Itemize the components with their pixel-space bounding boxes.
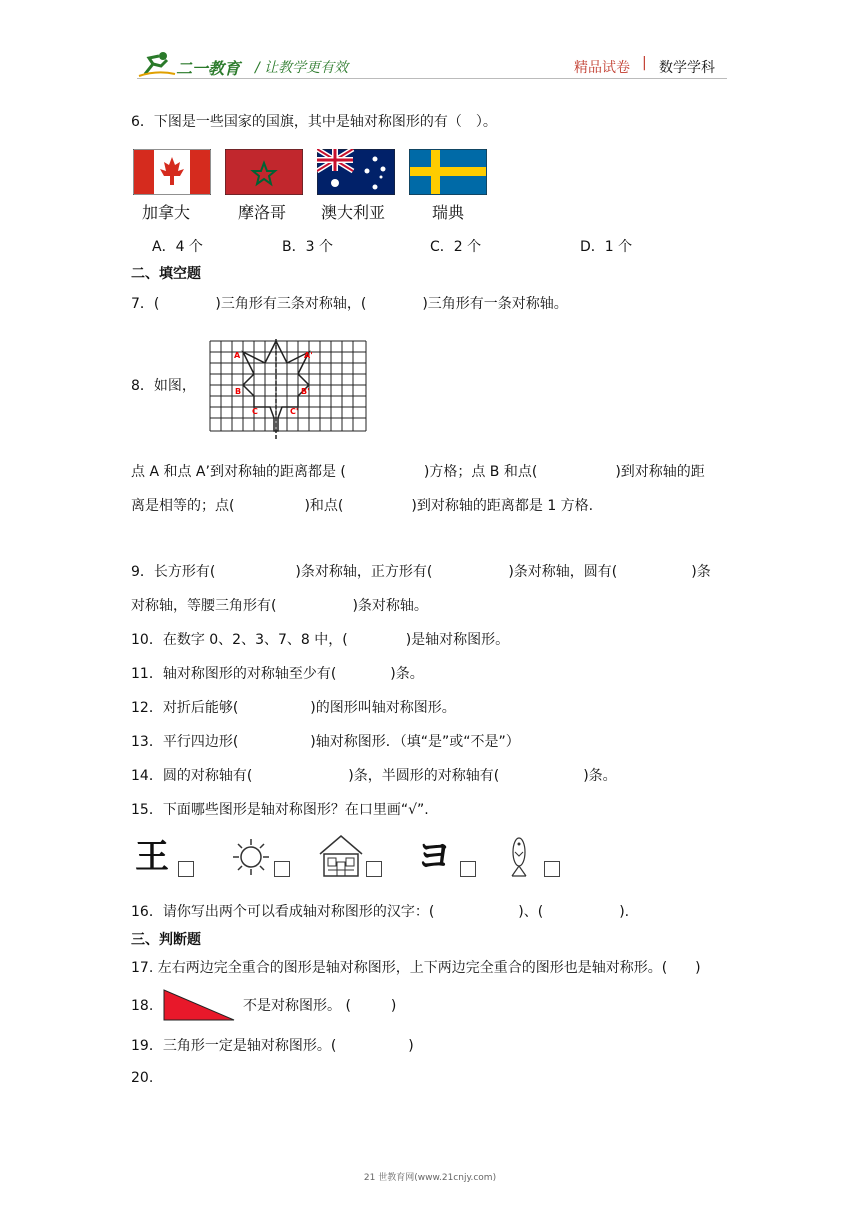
answer-box-4[interactable]	[460, 861, 476, 877]
answer-box-3[interactable]	[366, 861, 382, 877]
question-16: 16．请你写出两个可以看成轴对称图形的汉字：( )、( ).	[131, 904, 630, 920]
option-a: A．4 个	[152, 239, 203, 255]
runner-logo-icon	[137, 50, 177, 78]
section-fill-in-blank: 二、填空题	[131, 266, 201, 282]
morocco-flag-icon	[225, 149, 303, 195]
question-6: 6．下图是一些国家的国旗，其中是轴对称图形的有（ ）。	[131, 114, 497, 130]
question-20: 20.	[131, 1070, 154, 1086]
question-15: 15．下面哪些图形是轴对称图形？在口里画“√”.	[131, 802, 429, 818]
question-9-line-2: 对称轴，等腰三角形有( )条对称轴。	[131, 598, 428, 614]
question-9-line-1: 9．长方形有( )条对称轴，正方形有( )条对称轴，圆有( )条	[131, 564, 711, 580]
question-7: 7．( )三角形有三条对称轴，( )三角形有一条对称轴。	[131, 296, 568, 312]
answer-box-1[interactable]	[178, 861, 194, 877]
three-character-figure: ヨ	[416, 836, 453, 877]
grid-label-b-prime: B'	[301, 387, 310, 396]
question-10: 10．在数字 0、2、3、7、8 中，( )是轴对称图形。	[131, 632, 510, 648]
flag-label-australia: 澳大利亚	[321, 203, 386, 222]
grid-label-a: A	[234, 351, 241, 360]
question-17: 17. 左右两边完全重合的图形是轴对称图形，上下两边完全重合的图形也是轴对称形。( )	[131, 960, 701, 976]
question-12: 12．对折后能够( )的图形叫轴对称图形。	[131, 700, 456, 716]
flag-label-sweden: 瑞典	[432, 203, 465, 222]
question-8-label: 8．如图，	[131, 378, 196, 394]
canada-flag-icon	[133, 149, 211, 195]
grid-label-c: C	[252, 407, 258, 416]
wang-character-figure: 王	[135, 837, 169, 877]
question-18-number: 18.	[131, 998, 154, 1014]
header-right-label: 精品试卷	[574, 60, 630, 76]
header-separator: |	[642, 55, 647, 71]
house-figure-icon	[318, 834, 364, 878]
answer-box-2[interactable]	[274, 861, 290, 877]
header-subject: 数学学科	[659, 60, 715, 76]
logo-text: 二一教育	[176, 59, 241, 78]
option-c: C．2 个	[430, 239, 482, 255]
sweden-flag-icon	[409, 149, 487, 195]
flag-label-canada: 加拿大	[142, 203, 191, 222]
option-b: B．3 个	[282, 239, 333, 255]
option-d: D．1 个	[580, 239, 633, 255]
australia-flag-icon	[317, 149, 395, 195]
answer-box-5[interactable]	[544, 861, 560, 877]
page-footer: 21 世教育网(www.21cnjy.com)	[363, 1173, 497, 1183]
grid-label-a-prime: A'	[304, 351, 313, 360]
header-divider	[137, 78, 727, 79]
question-8-line-2: 离是相等的；点( )和点( )到对称轴的距离都是 1 方格.	[131, 498, 594, 514]
section-true-false: 三、判断题	[131, 932, 201, 948]
leaf-grid-figure	[208, 339, 368, 439]
question-19: 19．三角形一定是轴对称图形。( )	[131, 1038, 414, 1054]
red-triangle-figure	[162, 988, 236, 1024]
sun-figure-icon	[230, 836, 272, 878]
fish-figure-icon	[506, 834, 532, 880]
grid-label-c-prime: C'	[290, 407, 299, 416]
question-8-line-1: 点 A 和点 A’到对称轴的距离都是 ( )方格；点 B 和点( )到对称轴的距	[131, 464, 705, 480]
grid-label-b: B	[235, 387, 242, 396]
question-18-text: 不是对称图形。 ( )	[243, 998, 397, 1014]
header-slogan: / 让教学更有效	[255, 60, 349, 76]
question-14: 14．圆的对称轴有( )条，半圆形的对称轴有( )条。	[131, 768, 617, 784]
question-13: 13．平行四边形( )轴对称图形．（填“是”或“不是”）	[131, 734, 520, 750]
flag-label-morocco: 摩洛哥	[238, 203, 287, 222]
question-11: 11．轴对称图形的对称轴至少有( )条。	[131, 666, 424, 682]
